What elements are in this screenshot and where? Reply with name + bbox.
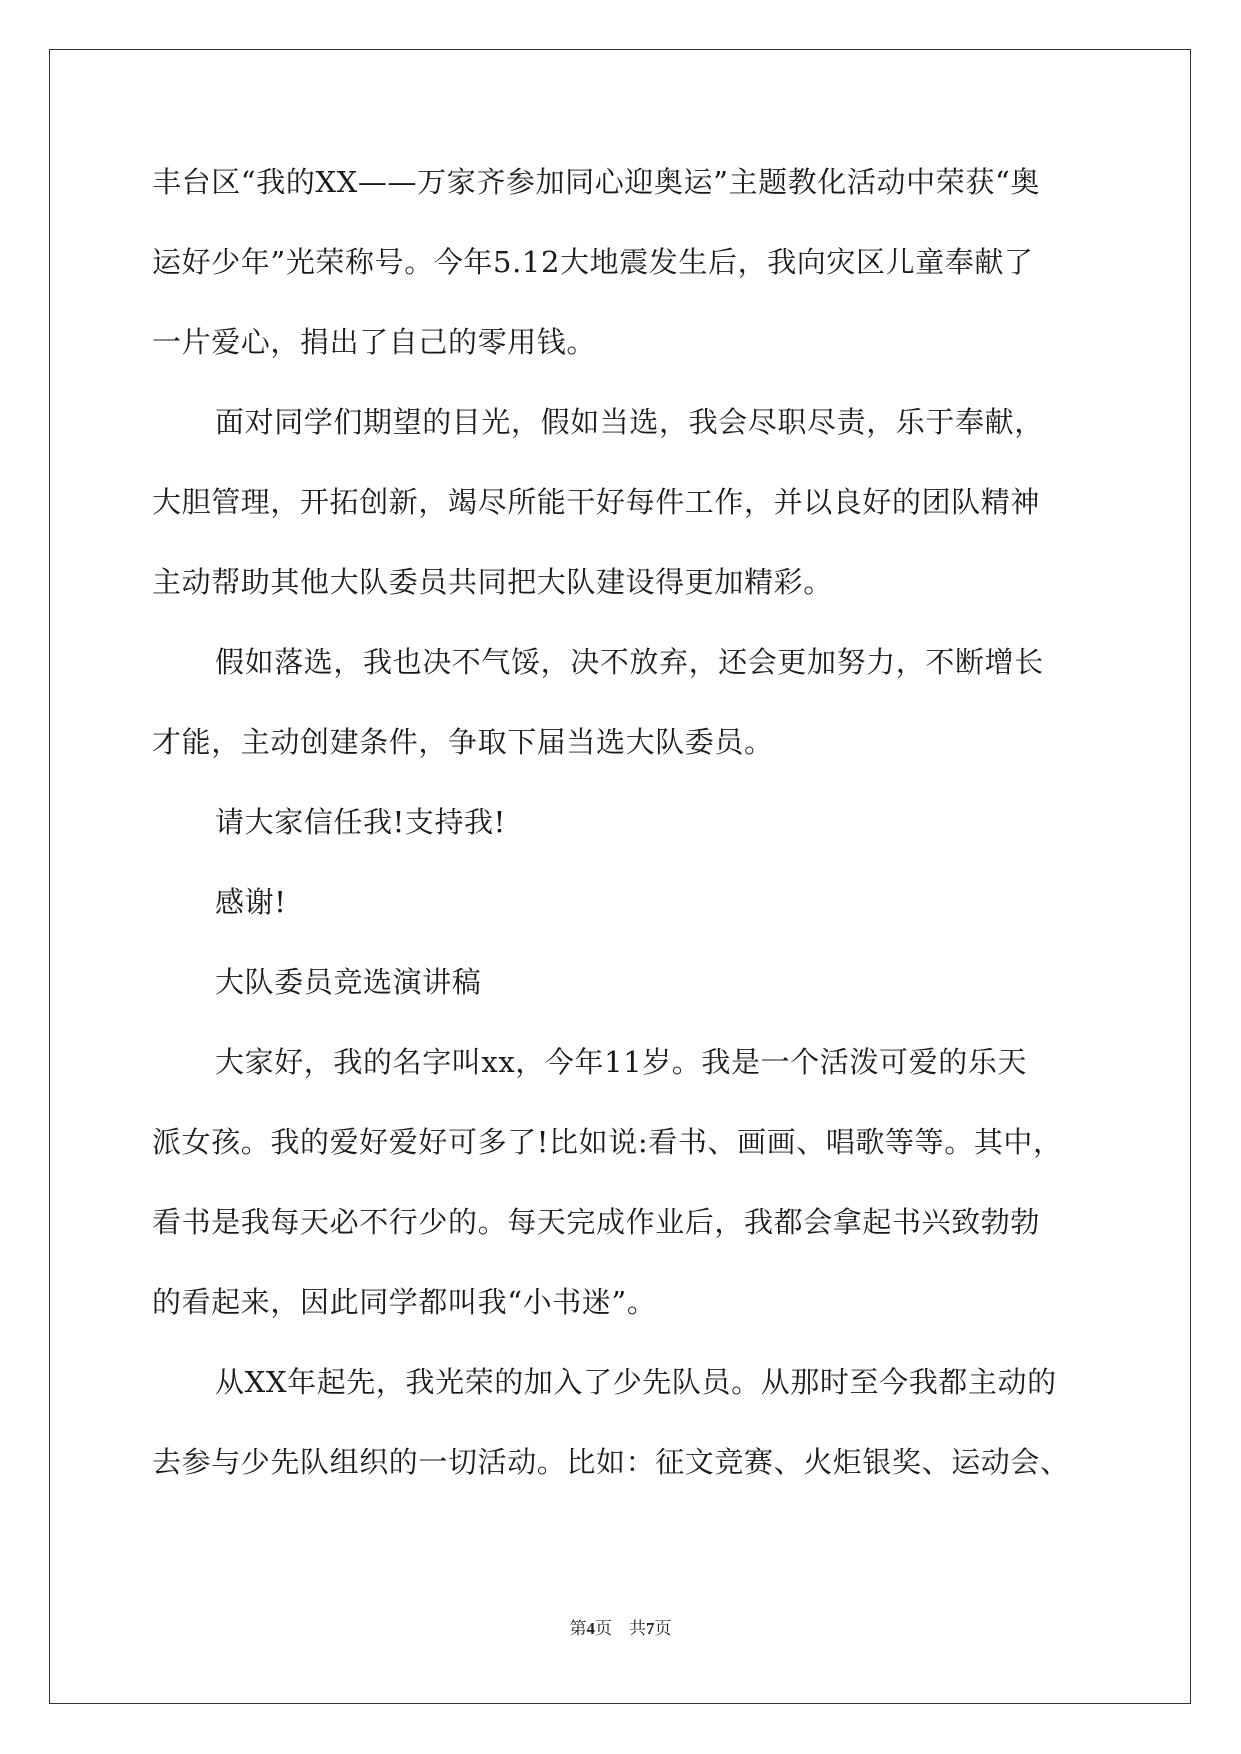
page-suffix: 页 <box>595 1619 612 1638</box>
text-line: 的看起来，因此同学都叫我“小书迷”。 <box>152 1285 657 1319</box>
paragraph-start-line: 假如落选，我也决不气馁，决不放弃，还会更加努力，不断增长 <box>215 645 1044 679</box>
text-line: 主动帮助其他大队委员共同把大队建设得更加精彩。 <box>152 565 833 599</box>
paragraph-start-line: 面对同学们期望的目光，假如当选，我会尽职尽责，乐于奉献， <box>215 405 1044 439</box>
page-footer <box>0 1618 1241 1640</box>
current-page-number: 4 <box>586 1619 595 1638</box>
paragraph-start-line: 感谢! <box>215 885 287 919</box>
paragraph-start-line: 从XX年起先，我光荣的加入了少先队员。从那时至今我都主动的 <box>215 1365 1057 1399</box>
text-line: 大胆管理，开拓创新，竭尽所能干好每件工作，并以良好的团队精神 <box>152 485 1041 519</box>
text-line: 派女孩。我的爱好爱好可多了!比如说:看书、画画、唱歌等等。其中， <box>152 1125 1063 1159</box>
total-page-count: 7 <box>646 1619 655 1638</box>
text-line: 一片爱心，捐出了自己的零用钱。 <box>152 325 597 359</box>
section-title: 大队委员竞选演讲稿 <box>215 965 482 999</box>
total-suffix: 页 <box>654 1619 672 1638</box>
total-prefix: 共 <box>629 1619 646 1638</box>
text-line: 丰台区“我的XX——万家齐参加同心迎奥运”主题教化活动中荣获“奥 <box>152 165 1040 199</box>
paragraph-start-line: 请大家信任我!支持我! <box>215 805 506 839</box>
paragraph-start-line: 大家好，我的名字叫xx，今年11岁。我是一个活泼可爱的乐天 <box>215 1045 1028 1079</box>
text-line: 去参与少先队组织的一切活动。比如：征文竞赛、火炬银奖、运动会、 <box>152 1445 1070 1479</box>
text-line: 运好少年”光荣称号。今年5.12大地震发生后，我向灾区儿童奉献了 <box>152 245 1034 279</box>
page-prefix: 第 <box>569 1619 587 1638</box>
text-line: 才能，主动创建条件，争取下届当选大队委员。 <box>152 725 774 759</box>
text-line: 看书是我每天必不行少的。每天完成作业后，我都会拿起书兴致勃勃 <box>152 1205 1041 1239</box>
